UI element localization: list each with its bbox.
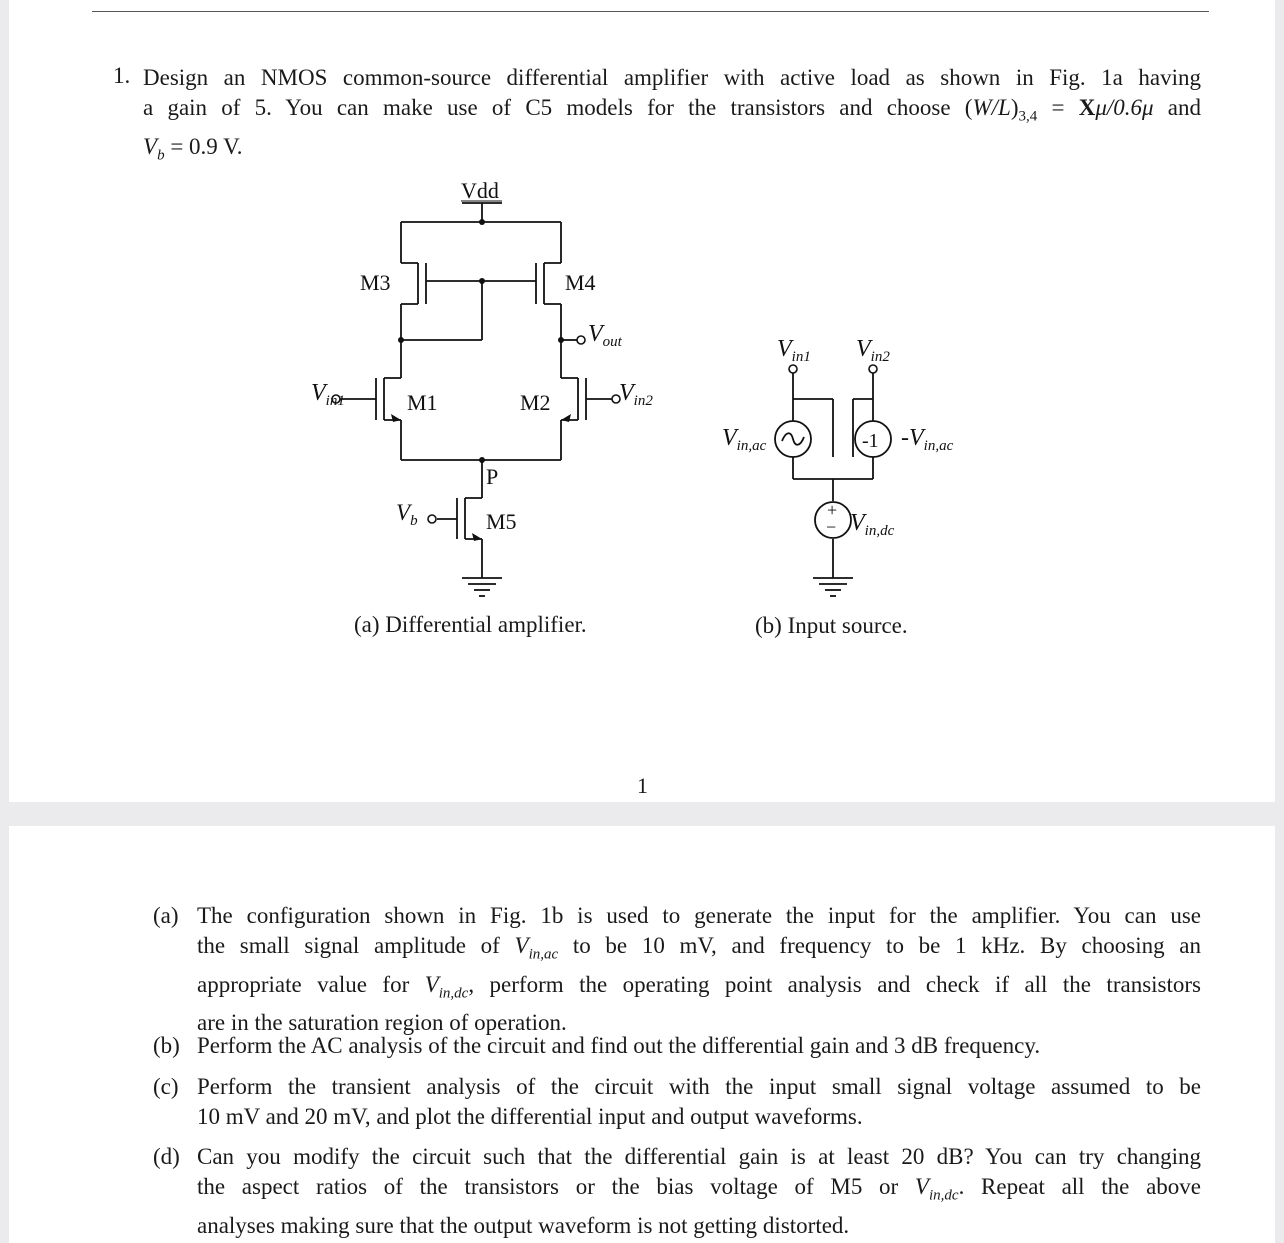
subpart-b-line-1: Perform the AC analysis of the circuit and find out the differential gain and 3 dB frequency. bbox=[197, 1033, 1041, 1058]
subpart-a-line-3: appropriate value for $V_{in,dc}$, perform the operating point analysis and check if all the transistors bbox=[197, 971, 1201, 1002]
subpart-c bbox=[153, 1072, 1201, 1132]
vinac-label: $V_{in,ac}$ bbox=[722, 425, 767, 454]
subpart-c-line-2: 10 mV and 20 mV, and plot the differential input and output waveforms. bbox=[197, 1104, 863, 1129]
subpart-b bbox=[153, 1031, 1201, 1061]
neg-vinac-label: $-V_{in,ac}$ bbox=[901, 425, 954, 454]
caption-b: (b) Input source. bbox=[755, 613, 908, 638]
inverter-gain-label: -1 bbox=[862, 430, 879, 452]
vin2-label: $V_{in2}$ bbox=[619, 380, 653, 409]
src-vin1-label: $V_{in1}$ bbox=[777, 336, 811, 365]
subpart-c-line-1: Perform the transient analysis of the circuit with the input small signal voltage assumed to be bbox=[197, 1074, 1201, 1099]
m4-label: M4 bbox=[565, 270, 596, 295]
subpart-a-line-1: The configuration shown in Fig. 1b is used to generate the input for the amplifier. You can use bbox=[197, 903, 1201, 928]
src-vin2-label: $V_{in2}$ bbox=[856, 336, 890, 365]
vdd-label: Vdd bbox=[461, 178, 499, 203]
m3-label: M3 bbox=[360, 270, 391, 295]
subpart-b-label: (b) bbox=[153, 1033, 180, 1058]
problem-number: 1. bbox=[113, 63, 131, 88]
subpart-d-label: (d) bbox=[153, 1144, 180, 1169]
m5-label: M5 bbox=[486, 509, 517, 534]
subpart-a-label: (a) bbox=[153, 903, 179, 928]
document-page-1 bbox=[9, 0, 1275, 802]
vout-label: $V_{out}$ bbox=[588, 321, 622, 350]
vin1-label: $V_{in1}$ bbox=[311, 380, 345, 409]
subpart-d-line-3: analyses making sure that the output waveform is not getting distorted. bbox=[197, 1212, 850, 1238]
m1-label: M1 bbox=[407, 390, 438, 415]
plus-sign: + bbox=[827, 500, 838, 520]
subpart-d-line-2: the aspect ratios of the transistors or the bias voltage of M5 or $V_{in,dc}$. Repeat all the above bbox=[197, 1174, 1201, 1204]
problem-line-3: $V_b = 0.9$ V. bbox=[143, 133, 243, 164]
p-label: P bbox=[486, 464, 499, 489]
vindc-label: $V_{in,dc}$ bbox=[850, 510, 895, 539]
subpart-a bbox=[153, 901, 1201, 1036]
problem-line-1: Design an NMOS common-source differential amplifier with active load as shown in Fig. 1a having bbox=[143, 65, 1201, 90]
vb-label: $V_b$ bbox=[396, 500, 418, 529]
subpart-d-line-1: Can you modify the circuit such that the differential gain is at least 20 dB? You can try changing bbox=[197, 1144, 1201, 1169]
page-number: 1 bbox=[637, 773, 648, 798]
problem-line-2: a gain of 5. You can make use of C5 models for the transistors and choose $(W/L)_{3,4} = X\mu/0.6\mu$ and bbox=[143, 95, 1201, 125]
document-page-2 bbox=[9, 826, 1275, 1243]
minus-sign: − bbox=[826, 517, 837, 537]
caption-a: (a) Differential amplifier. bbox=[354, 612, 587, 637]
subpart-a-line-2: the small signal amplitude of $V_{in,ac}$ to be 10 mV, and frequency to be 1 kHz. By choosing an bbox=[197, 933, 1201, 963]
subpart-d bbox=[153, 1142, 1201, 1238]
subpart-c-label: (c) bbox=[153, 1074, 179, 1099]
subpart-a-line-4: are in the saturation region of operation. bbox=[197, 1010, 567, 1036]
m2-label: M2 bbox=[520, 390, 551, 415]
